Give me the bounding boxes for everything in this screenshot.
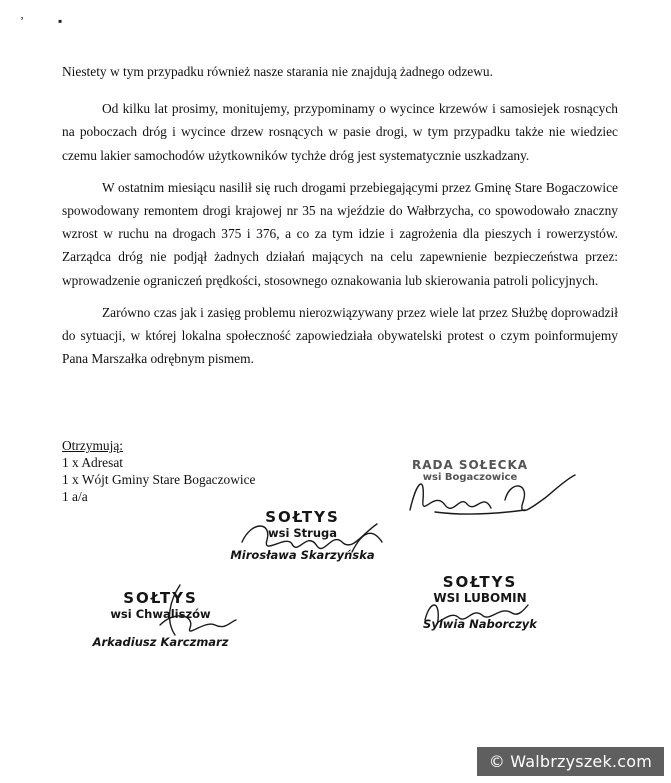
stamp-village: wsi Bogaczowice	[422, 472, 518, 483]
stamp-village: wsi Struga	[267, 526, 338, 540]
letter-body	[62, 60, 618, 379]
paragraph: W ostatnim miesiącu nasilił się ruch drogami przebiegającymi przez Gminę Stare Bogaczowice spowodowany remontem drogi krajowej nr 35 na wjeździe do Wałbrzycha, co spowodowało znaczny wzrost w ruchu na drogach 375 i 376, a co za tym idzie i zagrożenia dla pieszych i rowerzystów. Zarządca dróg nie podjął żadnych działań mających na celu zapewnienie bezpieczeństwa przez: wprowadzenie ograniczeń prędkości, stosownego oznakowania lub skierowania patroli policyjnych.	[62, 179, 618, 288]
signature-chwaliszow	[140, 580, 240, 645]
stamp-village: wsi Chwaliszów	[110, 607, 211, 621]
recipient-item: 1 x Wójt Gminy Stare Bogaczowice	[62, 472, 256, 487]
stamp-title: RADA SOŁECKA	[411, 458, 529, 472]
stamp-title: SOŁTYS	[123, 589, 198, 607]
stamp-person-name: Mirosława Skarzyńska	[230, 548, 375, 562]
corner-mark-right: ▪	[58, 14, 63, 28]
recipients-block	[62, 437, 256, 505]
watermark: © Walbrzyszek.com	[476, 746, 665, 777]
stamp-person-name: Arkadiusz Karczmarz	[92, 635, 229, 649]
signature-struga	[232, 512, 392, 567]
stamp-village: WSI LUBOMIN	[433, 591, 527, 605]
corner-mark-left: ʼ	[20, 14, 24, 28]
paragraph: Od kilku lat prosimy, monitujemy, przypominamy o wycince krzewów i samosiejek rosnących na poboczach dróg i wycince drzew rosnących w pasie drogi, w tym przypadku także nie wiedziec czemu lakier samochodów użytkowników tychże dróg jest systematycznie uszkadzany.	[62, 101, 618, 163]
recipient-item: 1 a/a	[62, 489, 88, 504]
paragraph: Niestety w tym przypadku również nasze starania nie znajdują żadnego odzewu.	[62, 64, 493, 79]
signature-lubomin	[420, 595, 530, 630]
recipients-heading: Otrzymują:	[62, 438, 123, 453]
signature-bogaczowice	[405, 470, 580, 530]
paragraph: Zarówno czas jak i zasięg problemu nierozwiązywany przez wiele lat przez Służbę doprowadził do sytuacji, w której lokalna społeczność zapowiedziała obywatelski protest o czym poinformujemy Pana Marszałka odrębnym pismem.	[62, 304, 618, 367]
stamp-title: SOŁTYS	[442, 573, 518, 591]
stamp-person-name: Sylwia Naborczyk	[423, 617, 537, 631]
recipient-item: 1 x Adresat	[62, 455, 123, 470]
stamp-title: SOŁTYS	[265, 508, 340, 526]
